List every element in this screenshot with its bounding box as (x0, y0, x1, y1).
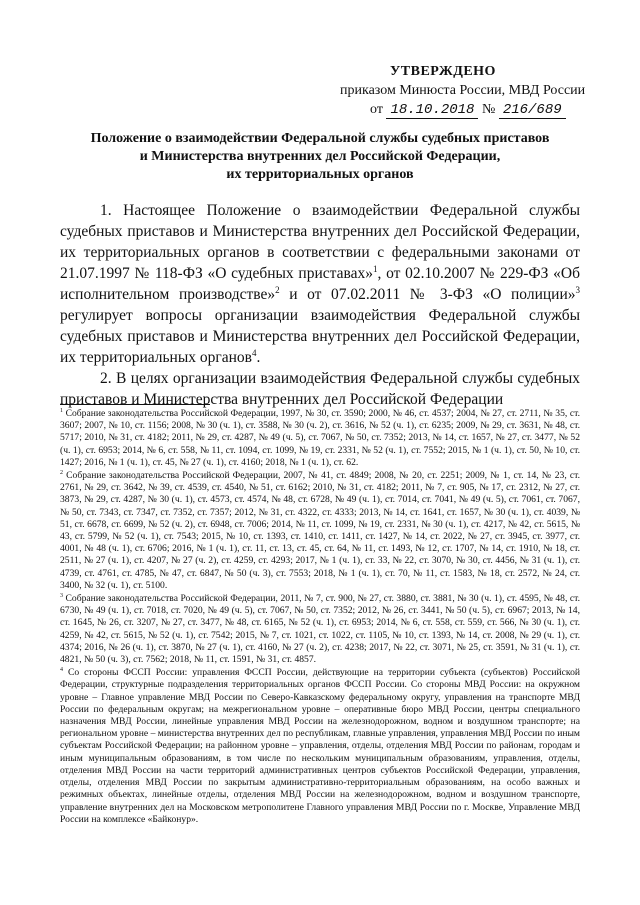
footnote-ref-2: 2 (275, 284, 280, 295)
footnote-1 (60, 408, 580, 469)
footnote-4 (60, 667, 580, 826)
paragraph-1 (60, 200, 580, 368)
heading-line-2: и Министерства внутренних дел Российской Федерации, (139, 149, 501, 164)
footnotes (60, 408, 580, 827)
document-heading (60, 130, 580, 184)
footnote-mark: 3 (60, 592, 63, 599)
footnote-ref-3: 3 (575, 284, 581, 295)
approval-order-line: приказом Минюста России, МВД России (340, 83, 586, 98)
footnote-mark: 1 (60, 407, 63, 414)
paragraph-1-text-c: и от 07.02.2011 № 3-ФЗ «О полиции» (279, 286, 576, 303)
heading-line-3: их территориальных органов (226, 167, 414, 182)
footnote-text: Собрание законодательства Российской Федерации, 2007, № 41, ст. 4849; 2008, № 20, ст. 2251; 2009, № 1, ст. 14, № 23, ст. 2761, № 29, ст. 3642, № 39, ст. 4539, ст. 4540, № 51, ст. 6162; 2010, № 31, ст. 4182; 2011, № 7, ст. 905, № 17, ст. 2312, № 27, ст. 3873, № 29, ст. 4287, № 30 (ч. 1), ст. 4573, ст. 4574, № 48, ст. 6728, № 49 (ч. 1), ст. 7014, ст. 7041, № 49 (ч. 5), ст. 7061, ст. 7067, № 50, ст. 7343, ст. 7347, ст. 7352, ст. 7357; 2012, № 31, ст. 4322, ст. 4333; 2013, № 14, ст. 1641, ст. 1657, № 30 (ч. 1), ст. 4039, № 51, ст. 6678, ст. 6699, № 52 (ч. 2), ст. 6948, ст. 7006; 2014, № 11, ст. 1099, № 19, ст. 2331, № 30 (ч. 1), ст. 4217, № 42, ст. 5615, № 43, ст. 5799, № 52 (ч. 1), ст. 7543; 2015, № 10, ст. 1393, ст. 1410, ст. 1411, ст. 1427, № 14, ст. 2022, № 27, ст. 3945, ст. 3977, ст. 4001, № 48 (ч. 1), ст. 6706; 2016, № 1 (ч. 1), ст. 11, ст. 13, ст. 45, ст. 64, № 11, ст. 1493, № 12, ст. 1707, № 14, ст. 1910, № 18, ст. 2511, № 27 (ч. 1), ст. 4207, № 27 (ч. 2), ст. 4259, ст. 4293; 2017, № 1 (ч. 1), ст. 33, № 22, ст. 3070, № 30, ст. 4456, № 31 (ч. 1), ст. 4739, ст. 4761, ст. 4785, № 47, ст. 6847, № 50 (ч. 3), ст. 7553; 2018, № 1 (ч. 1), ст. 70, № 11, ст. 1583, № 18, ст. 2572, № 24, ст. 3400, № 32 (ч. 1), ст. 5100. (60, 470, 580, 591)
approval-date-line (340, 100, 580, 120)
footnote-divider (60, 404, 210, 405)
paragraph-2: 2. В целях организации взаимодействия Федеральной службы судебных приставов и Министерства внутренних дел Российской Федерации (60, 370, 580, 408)
document-body (60, 200, 580, 410)
paragraph-1-text-e: . (256, 349, 261, 366)
heading-line-1: Положение о взаимодействии Федеральной службы судебных приставов (90, 131, 550, 146)
footnote-mark: 4 (60, 667, 63, 674)
footnote-mark: 2 (60, 469, 63, 476)
footnote-3 (60, 593, 580, 666)
footnote-ref-1: 1 (372, 263, 378, 274)
footnote-text: Собрание законодательства Российской Федерации, 2011, № 7, ст. 900, № 27, ст. 3880, ст. 3881, № 30 (ч. 1), ст. 4595, № 48, ст. 6730, № 49 (ч. 1), ст. 7018, ст. 7020, № 49 (ч. 5), ст. 7067, № 50, ст. 7352; 2012, № 26, ст. 3441, № 50 (ч. 5), ст. 6967; 2013, № 14, ст. 1645, № 26, ст. 3207, № 27, ст. 3477, № 48, ст. 6165, № 52 (ч. 1), ст. 6953; 2014, № 6, ст. 558, ст. 559, ст. 566, № 30 (ч. 1), ст. 4259, № 42, ст. 5615, № 52 (ч. 1), ст. 7542; 2015, № 7, ст. 1021, ст. 1022, ст. 1105, № 10, ст. 1393, № 14, ст. 2008, № 29 (ч. 1), ст. 4374; 2016, № 26 (ч. 1), ст. 3870, № 27 (ч. 1), ст. 4160, № 27 (ч. 2), ст. 4238; 2017, № 22, ст. 3071, № 25, ст. 3591, № 31 (ч. 1), ст. 4821, № 50 (ч. 3), ст. 7562; 2018, № 11, ст. 1591, № 31, ст. 4857. (60, 593, 580, 666)
footnote-text: Со стороны ФССП России: управления ФССП России, действующие на территории субъекта (субъектов) Российской Федерации, структурные подразделения территориальных органов ФССП России. Со стороны МВД России: на окружном уровне – Главное управление МВД России по Северо-Кавказскому федеральному округу, управления на транспорте МВД России по федеральным округам; на межрегиональном уровне – оперативные бюро МВД России, центры специального назначения МВД России, линейные управления МВД России на железнодорожном, водном и воздушном транспорте; на региональном уровне – министерства внутренних дел по республикам, главные управления, управления МВД России по иным субъектам Российской Федерации; на районном уровне – управления, отделы, отделения МВД России по районам, городам и иным муниципальным образованиям, в том числе по нескольким муниципальным образованиям, управления, отделы, отделения МВД России на части территорий административных центров субъектов Российской Федерации, управления, отделы, отделения МВД России по закрытым административно-территориальным образованиям, на особо важных и режимных объектах, линейные отделы, отделения МВД России на железнодорожном, водном и воздушном транспорте, управление внутренних дел на Московском метрополитене Главного управления МВД России по г. Москве, Управление МВД России на комплексе «Байконур». (60, 667, 580, 825)
approval-stamp (340, 62, 586, 120)
date-prefix: от (370, 102, 383, 117)
footnote-2 (60, 470, 580, 592)
approval-number: 216/689 (499, 102, 566, 119)
paragraph-1-text-b: , от 02.10.2007 № 229-ФЗ «Об исполнительном производстве» (60, 265, 580, 303)
paragraph-1-text-d: регулирует вопросы организации взаимодействия Федеральной службы судебных приставов и Министерства внутренних дел Российской Федерации, их территориальных органов (60, 307, 580, 366)
footnote-text: Собрание законодательства Российской Федерации, 1997, № 30, ст. 3590; 2000, № 46, ст. 4537; 2004, № 27, ст. 2711, № 35, ст. 3607; 2007, № 10, ст. 1156; 2008, № 30 (ч. 1), ст. 3588, № 30 (ч. 2), ст. 3616, № 52 (ч. 1), ст. 6235; 2009, № 29, ст. 3631, № 48, ст. 5717; 2010, № 31, ст. 4182; 2011, № 29, ст. 4287, № 49 (ч. 5), ст. 7067, № 50, ст. 7352; 2013, № 14, ст. 1657, № 27, ст. 3477, № 52 (ч. 1), ст. 6953; 2014, № 6, ст. 558, № 11, ст. 1094, ст. 1099, № 19, ст. 2331, № 52 (ч. 1), ст. 7552; 2015, № 1 (ч. 1), ст. 50, № 10, ст. 1427; 2016, № 1 (ч. 1), ст. 45, № 27 (ч. 1), ст. 4160; 2018, № 1 (ч. 1), ст. 62. (60, 408, 580, 468)
number-prefix: № (481, 102, 496, 117)
approval-title: УТВЕРЖДЕНО (390, 64, 496, 79)
footnote-ref-4: 4 (252, 347, 257, 358)
paragraph-1-text-a: 1. Настоящее Положение о взаимодействии Федеральной службы судебных приставов и Министерства внутренних дел Российской Федерации, их территориальных органов в соответствии с федеральными законами от 21.07.1997 № 118-ФЗ «О судебных приставах» (60, 202, 580, 282)
approval-date: 18.10.2018 (386, 102, 478, 119)
